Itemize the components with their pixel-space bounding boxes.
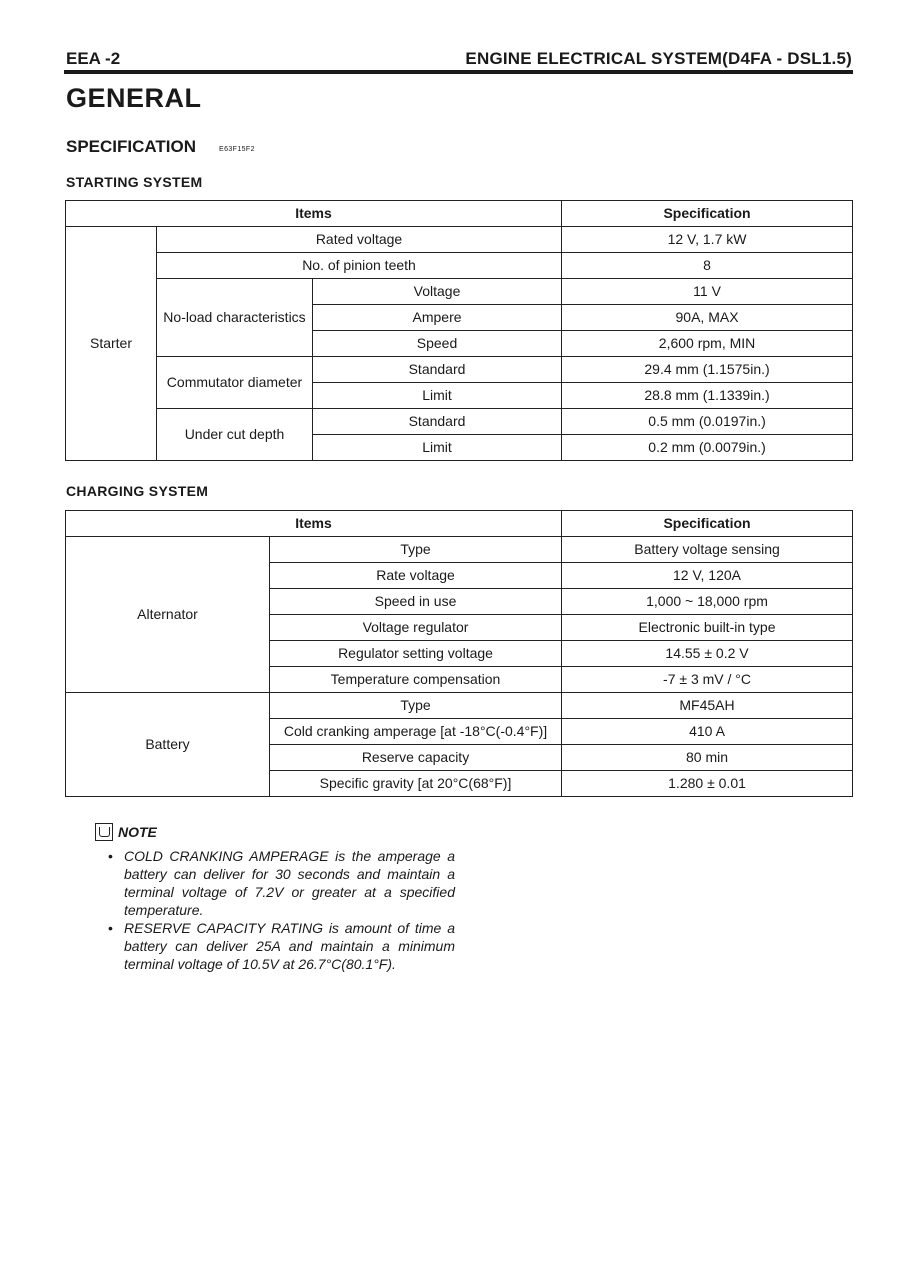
spec-value: 14.55 ± 0.2 V <box>562 641 853 667</box>
item-label: Reserve capacity <box>270 745 562 771</box>
starting-system-heading: STARTING SYSTEM <box>66 174 203 190</box>
spec-value: 29.4 mm (1.1575in.) <box>562 357 853 383</box>
item-label: Speed <box>313 331 562 357</box>
battery-group-label: Battery <box>66 693 270 797</box>
item-label: Type <box>270 693 562 719</box>
spec-value: 1.280 ± 0.01 <box>562 771 853 797</box>
spec-value: 0.2 mm (0.0079in.) <box>562 435 853 461</box>
item-label: Specific gravity [at 20°C(68°F)] <box>270 771 562 797</box>
page-title: GENERAL <box>66 83 202 113</box>
item-label: Standard <box>313 409 562 435</box>
spec-value: 0.5 mm (0.0197in.) <box>562 409 853 435</box>
spec-value: Electronic built-in type <box>562 615 853 641</box>
spec-value: Battery voltage sensing <box>562 537 853 563</box>
item-label: Standard <box>313 357 562 383</box>
spec-value: -7 ± 3 mV / °C <box>562 667 853 693</box>
items-header: Items <box>66 201 562 227</box>
note-header <box>95 823 455 841</box>
note-box <box>95 823 455 973</box>
specification-code: E63F15F2 <box>219 146 255 153</box>
item-label: Limit <box>313 383 562 409</box>
commutator-label: Commutator diameter <box>157 357 313 409</box>
item-label: Voltage <box>313 279 562 305</box>
item-label: No. of pinion teeth <box>157 253 562 279</box>
spec-value: 2,600 rpm, MIN <box>562 331 853 357</box>
chapter-title: ENGINE ELECTRICAL SYSTEM(D4FA - DSL1.5) <box>465 49 852 68</box>
starter-group-label: Starter <box>66 227 157 461</box>
item-label: Type <box>270 537 562 563</box>
item-label: Limit <box>313 435 562 461</box>
spec-value: MF45AH <box>562 693 853 719</box>
spec-value: 410 A <box>562 719 853 745</box>
no-load-label: No-load characteristics <box>157 279 313 357</box>
spec-value: 1,000 ~ 18,000 rpm <box>562 589 853 615</box>
spec-value: 28.8 mm (1.1339in.) <box>562 383 853 409</box>
note-list <box>95 847 455 973</box>
item-label: Regulator setting voltage <box>270 641 562 667</box>
items-header: Items <box>66 511 562 537</box>
spec-value: 80 min <box>562 745 853 771</box>
item-label: Rated voltage <box>157 227 562 253</box>
alternator-group-label: Alternator <box>66 537 270 693</box>
starting-system-table <box>65 200 853 461</box>
item-label: Rate voltage <box>270 563 562 589</box>
spec-value: 12 V, 120A <box>562 563 853 589</box>
item-label: Speed in use <box>270 589 562 615</box>
charging-system-heading: CHARGING SYSTEM <box>66 483 209 499</box>
spec-value: 11 V <box>562 279 853 305</box>
page-code: EEA -2 <box>66 49 121 68</box>
specification-header: Specification <box>562 201 853 227</box>
item-label: Cold cranking amperage [at -18°C(-0.4°F)] <box>270 719 562 745</box>
note-label: NOTE <box>118 824 157 840</box>
note-item: • COLD CRANKING AMPERAGE is the amperage a battery can deliver for 30 seconds and maintain a terminal voltage of 7.2V or greater at a specified temperature. <box>95 847 455 919</box>
book-icon <box>95 823 113 841</box>
specification-heading: SPECIFICATION <box>66 137 197 156</box>
spec-value: 12 V, 1.7 kW <box>562 227 853 253</box>
spec-value: 90A, MAX <box>562 305 853 331</box>
item-label: Voltage regulator <box>270 615 562 641</box>
spec-value: 8 <box>562 253 853 279</box>
under-cut-label: Under cut depth <box>157 409 313 461</box>
charging-system-table <box>65 510 853 797</box>
item-label: Ampere <box>313 305 562 331</box>
specification-header: Specification <box>562 511 853 537</box>
note-item: • RESERVE CAPACITY RATING is amount of time a battery can deliver 25A and maintain a minimum terminal voltage of 10.5V at 26.7°C(80.1°F). <box>95 919 455 973</box>
header-rule <box>64 70 853 74</box>
item-label: Temperature compensation <box>270 667 562 693</box>
